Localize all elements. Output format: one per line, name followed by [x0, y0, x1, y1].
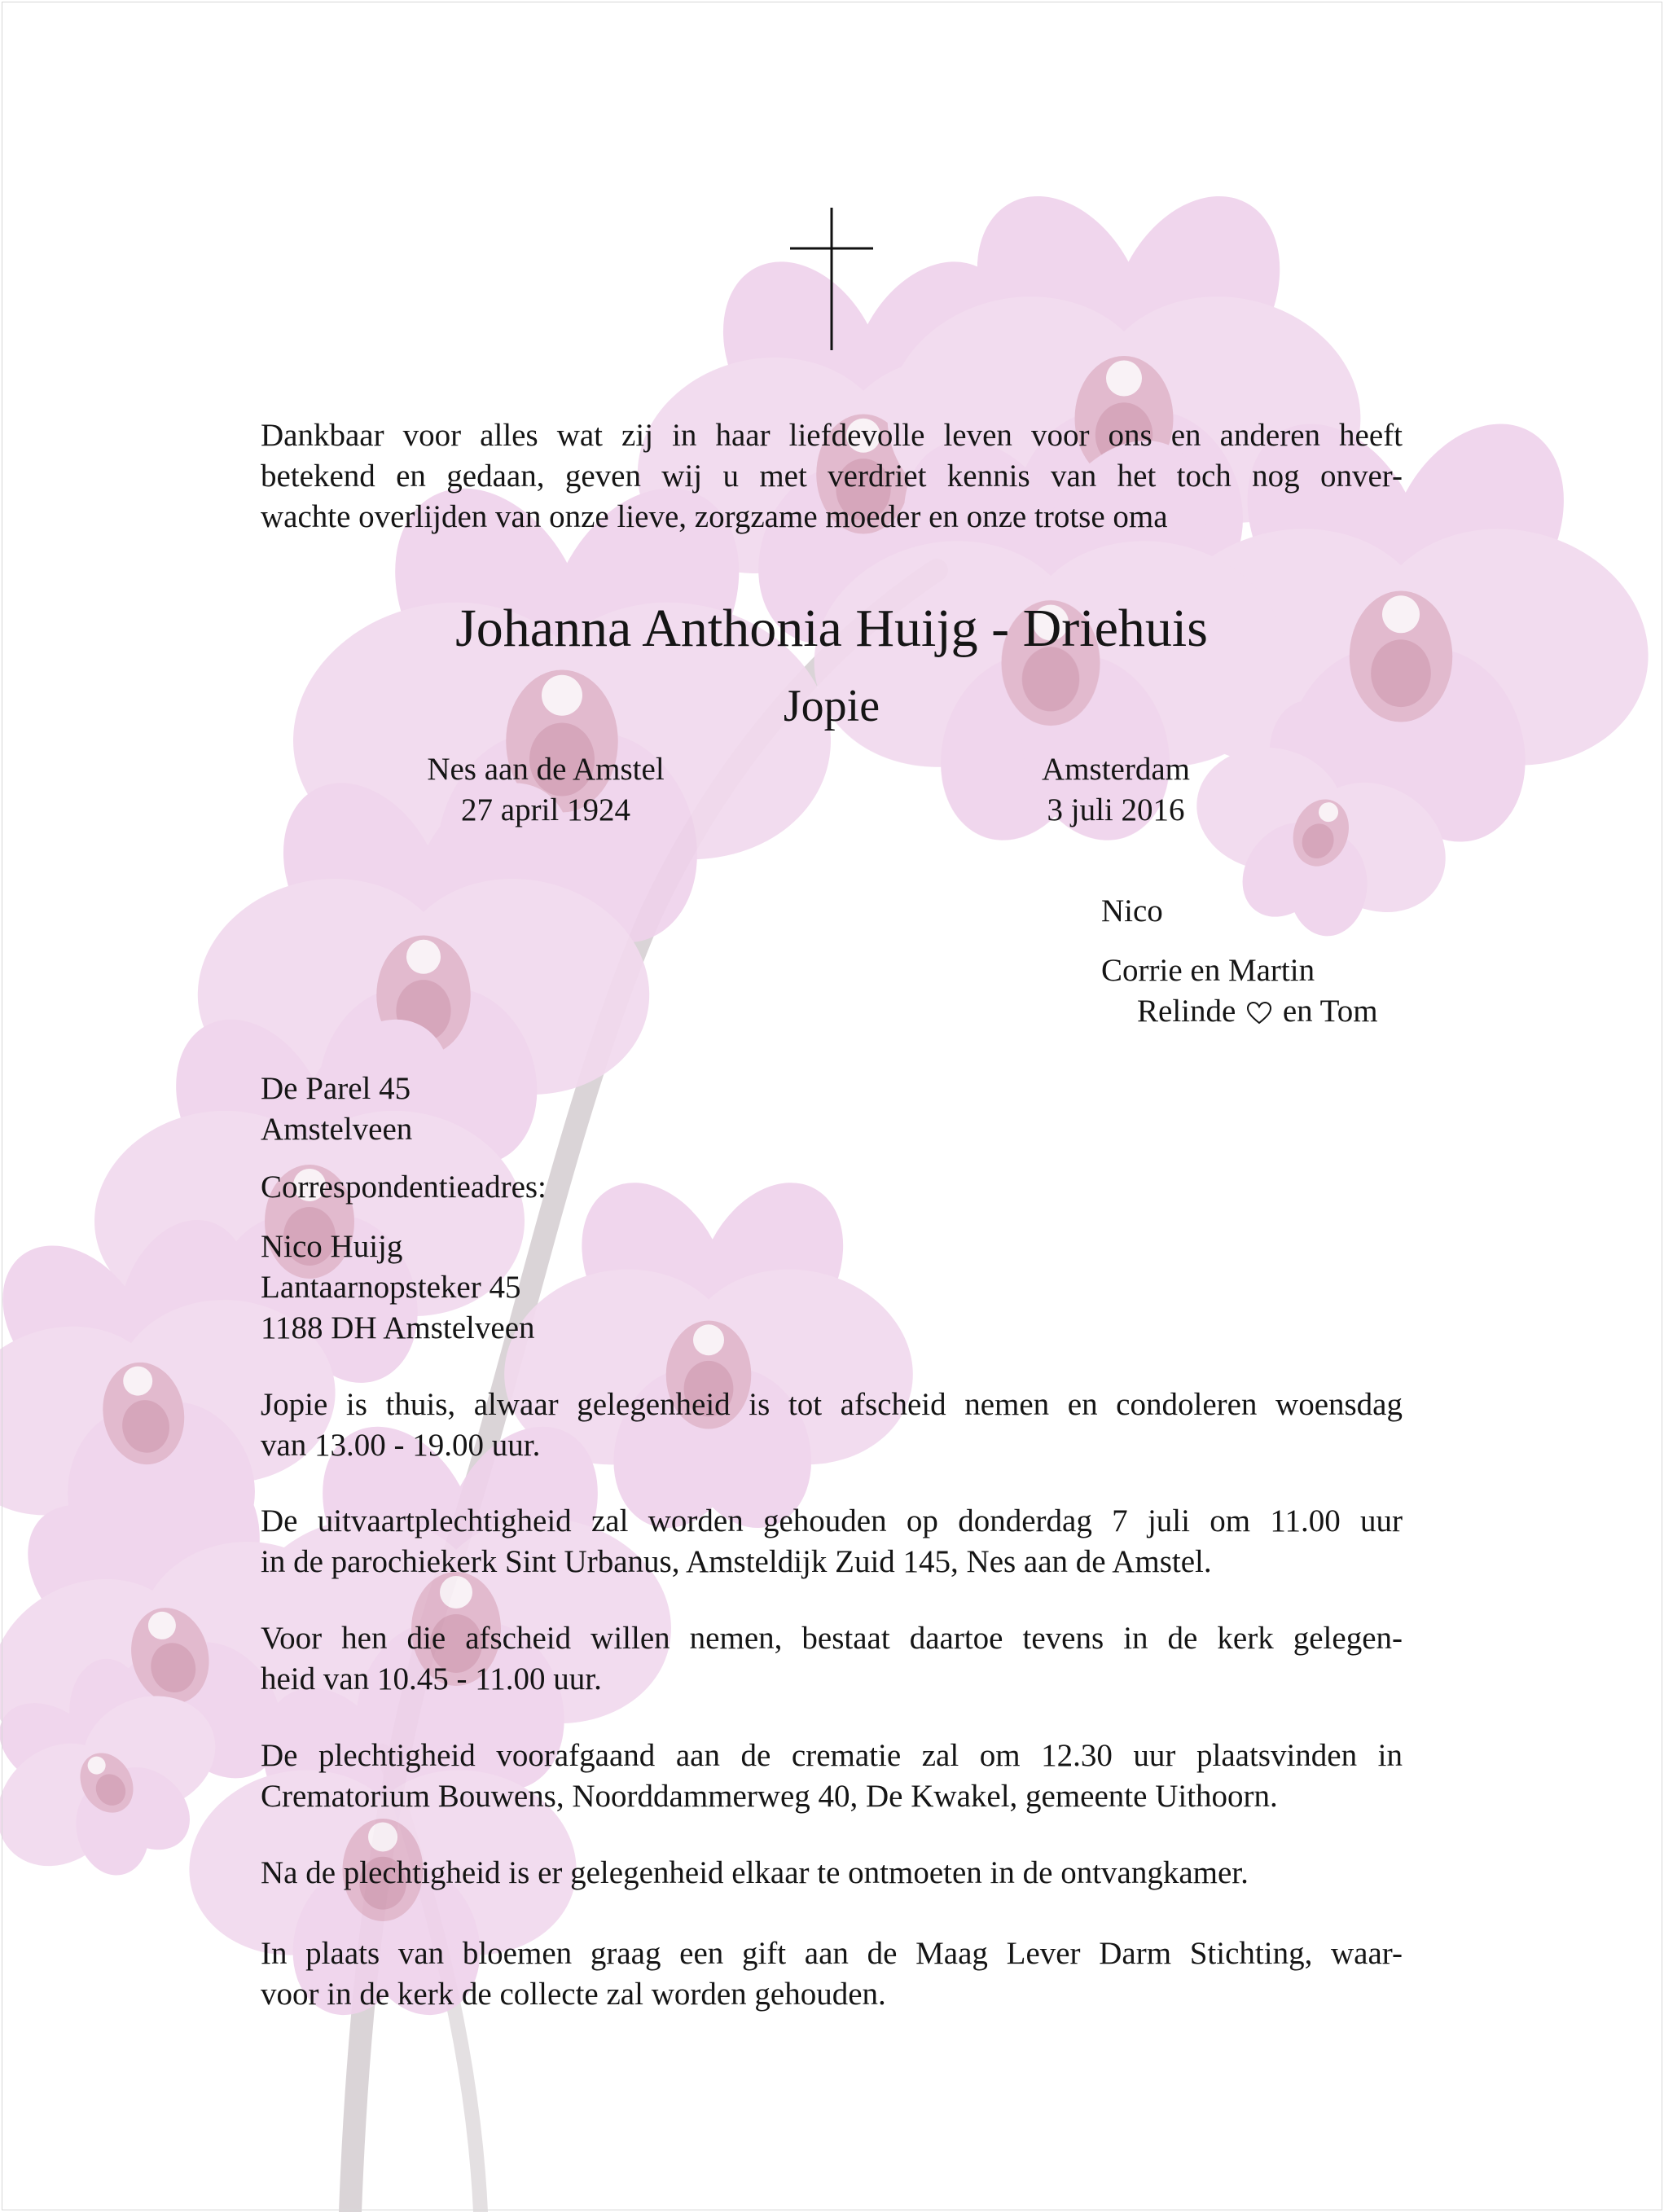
paragraph-line: heid van 10.45 - 11.00 uur.: [261, 1661, 602, 1696]
home-address: [261, 1069, 412, 1150]
paragraph-line: van 13.00 - 19.00 uur.: [261, 1428, 541, 1463]
cross-icon: [790, 208, 873, 350]
address-street: De Parel 45: [261, 1071, 411, 1106]
heart-outline-icon: [1247, 1002, 1271, 1025]
correspondence-name: Nico Huijg: [261, 1229, 403, 1264]
paragraph-line: De plechtigheid voorafgaand aan de crematie zal om 12.30 uur plaatsvinden in: [261, 1738, 1403, 1773]
intro-text: [261, 415, 1403, 538]
cremation-paragraph: [261, 1736, 1403, 1817]
correspondence-label: Correspondentieadres:: [261, 1170, 547, 1205]
deceased-nickname: Jopie: [783, 681, 880, 731]
paragraph-line: De uitvaartplechtigheid zal worden gehouden op donderdag 7 juli om 11.00 uur: [261, 1503, 1403, 1538]
death-date: 3 juli 2016: [1047, 792, 1185, 827]
paragraph-line: voor in de kerk de collecte zal worden gehouden.: [261, 1977, 886, 2012]
correspondence-postal-city: 1188 DH Amstelveen: [261, 1310, 535, 1345]
birth-place: Nes aan de Amstel: [427, 752, 665, 787]
family-line: Corrie en Martin: [1101, 953, 1315, 988]
family-name: en Tom: [1282, 994, 1378, 1029]
birth-info: [383, 749, 709, 831]
donation-paragraph: [261, 1933, 1403, 2015]
death-info: [953, 749, 1279, 831]
family-name: Relinde: [1137, 994, 1236, 1029]
deceased-name: Johanna Anthonia Huijg - Driehuis: [455, 599, 1208, 658]
intro-line: Dankbaar voor alles wat zij in haar liefdevolle leven voor ons en anderen heeft: [261, 418, 1403, 453]
paragraph-line: Voor hen die afscheid willen nemen, bestaat daartoe tevens in de kerk gelegen-: [261, 1621, 1403, 1656]
address-city: Amstelveen: [261, 1112, 413, 1147]
reception-paragraph: [261, 1853, 1403, 1894]
paragraph-line: Na de plechtigheid is er gelegenheid elkaar te ontmoeten in de ontvangkamer.: [261, 1855, 1249, 1890]
death-place: Amsterdam: [1042, 752, 1190, 787]
intro-line: betekend en gedaan, geven wij u met verdriet kennis van het toch nog onver-: [261, 459, 1403, 494]
birth-date: 27 april 1924: [461, 792, 630, 827]
funeral-paragraph: [261, 1501, 1403, 1582]
paragraph-line: Jopie is thuis, alwaar gelegenheid is tot afscheid nemen en condoleren woensdag: [261, 1387, 1403, 1422]
family-line: [1137, 991, 1378, 1032]
paragraph-line: in de parochiekerk Sint Urbanus, Amsteldijk Zuid 145, Nes aan de Amstel.: [261, 1544, 1212, 1579]
intro-line: wachte overlijden van onze lieve, zorgzame moeder en onze trotse oma: [261, 499, 1168, 534]
family-line: Nico: [1101, 893, 1163, 928]
paragraph-line: Crematorium Bouwens, Noorddammerweg 40, De Kwakel, gemeente Uithoorn.: [261, 1779, 1278, 1814]
farewell-paragraph: [261, 1618, 1403, 1700]
correspondence-street: Lantaarnopsteker 45: [261, 1270, 521, 1305]
visitation-paragraph: [261, 1385, 1403, 1466]
correspondence-address: [261, 1227, 535, 1349]
paragraph-line: In plaats van bloemen graag een gift aan de Maag Lever Darm Stichting, waar-: [261, 1936, 1403, 1971]
